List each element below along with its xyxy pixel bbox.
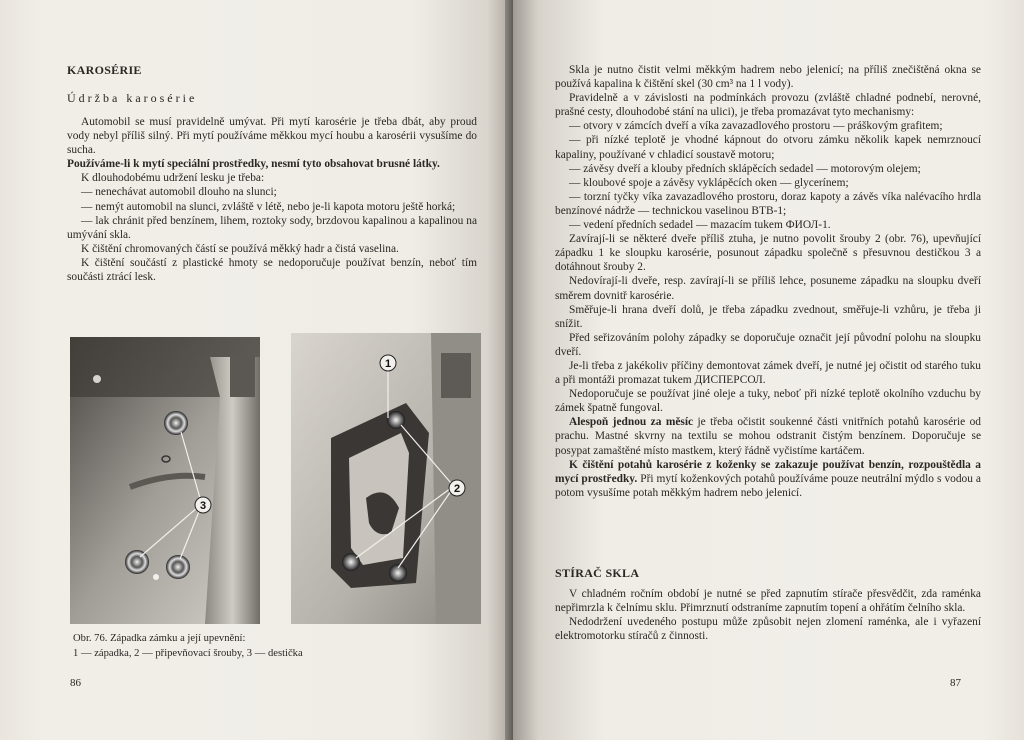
paragraph: Nedovírají-li dveře, resp. zavírají-li se příliš lehce, posuneme západku na sloupku dveří směrem dovnitř karosérie. xyxy=(555,275,981,302)
photo-door-pillar-plate xyxy=(70,337,260,624)
paragraph: Automobil se musí pravidelně umývat. Při mytí karosérie je třeba dbát, aby proud vody nebyl příliš silný. Při mytí používáme měkkou mycí houbu a karosérii vysušíme do sucha. xyxy=(67,116,477,157)
photo-door-latch-image xyxy=(291,333,481,624)
subheading-udrzba: Údržba karosérie xyxy=(67,91,198,105)
caption-line-1: Obr. 76. Západka zámku a její upevnění: xyxy=(73,633,246,644)
page-number-right: 87 xyxy=(950,677,961,689)
list-item: — torzní tyčky víka zavazadlového prostoru, doraz kapoty a závěs víka nalévacího hrdla benzínové nádrže — technickou vaselinou BTB-1; xyxy=(555,190,981,217)
list-item: — nenechávat automobil dlouho na slunci; xyxy=(81,186,277,199)
text-run: je třeba očistit soukenné části vnitřních potahů karosérie od prachu. Mastné skvrny na textilu se mohou odstranit čistým benzínem. Doporučuje se posypat zamaštěné místo mastkem, který řádně vyčistíme kartáčem. xyxy=(555,416,981,457)
photo-door-latch xyxy=(291,333,481,624)
bold-run: Alespoň jednou za měsíc xyxy=(569,416,694,429)
paragraph: Nedodržení uvedeného postupu může způsobit nejen zlomení raménka, ale i vyřazení elektromotorku stíračů z činnosti. xyxy=(555,616,981,643)
paragraph: Pravidelně a v závislosti na podmínkách provozu (zvláště chladné podnebí, nerovné, prašné cesty, dlouhodobé stání na ulici), je třeba promazávat tyto mechanismy: xyxy=(555,92,981,119)
callout-1: 1 xyxy=(384,358,392,370)
figure-caption xyxy=(73,631,473,661)
paragraph: V chladném ročním období je nutné se před zapnutím stírače přesvědčit, zda raménka nepřimrzla k čelnímu sklu. Přimrznutí odstraníme zapnutím topení a ohřátím čelního skla. xyxy=(555,588,981,615)
right-body-text xyxy=(555,63,981,500)
paragraph: K čištění chromovaných částí se používá měkký hadr a čistá vaselina. xyxy=(81,242,399,255)
paragraph-kozenky xyxy=(555,458,981,500)
page-number-left: 86 xyxy=(70,677,81,689)
list-item: — kloubové spoje a závěsy vyklápěcích oken — glycerínem; xyxy=(569,176,849,189)
left-body-text xyxy=(67,115,477,284)
callout-3: 3 xyxy=(199,500,207,512)
section-heading-stirac: STÍRAČ SKLA xyxy=(555,566,640,580)
list-item: — při nízké teplotě je vhodné kápnout do otvoru zámku několik kapek nemrznoucí kapaliny, používané v chladicí soustavě motoru; xyxy=(555,134,981,161)
list-item: — otvory v zámcích dveří a víka zavazadlového prostoru — práškovým grafitem; xyxy=(569,120,943,133)
right-page xyxy=(513,0,1024,740)
caption-line-2: 1 — západka, 2 — připevňovací šrouby, 3 — destička xyxy=(73,648,303,659)
paragraph: Skla je nutno čistit velmi měkkým hadrem nebo jelenicí; na příliš znečištěná okna se používá kapalina k čištění skel (30 cm³ na 1 l vody). xyxy=(555,64,981,91)
paragraph-alespon xyxy=(555,415,981,457)
paragraph: Nedoporučuje se používat jiné oleje a tuky, neboť při nízké teplotě okolního vzduchu by zámek špatně fungoval. xyxy=(555,388,981,415)
text-run: Při mytí koženkových potahů používáme pouze neutrální mýdlo s vodou a potom vysušíme potah měkkým hadrem nebo jelenicí. xyxy=(555,472,981,499)
section-heading-karoserie: KAROSÉRIE xyxy=(67,63,142,77)
paragraph: Před seřizováním polohy západky se doporučuje označit její původní polohu na sloupku dveří. xyxy=(555,331,981,358)
list-item: — lak chránit před benzínem, lihem, roztoky sody, brzdovou kapalinou a kapalinou na umývání skla. xyxy=(67,214,477,241)
list-item: — vedení předních sedadel — mazacím tukem ФИОЛ-1. xyxy=(569,219,831,232)
callout-2: 2 xyxy=(453,483,461,495)
paragraph-bold: Používáme-li k mytí speciální prostředky, nesmí tyto obsahovat brusné látky. xyxy=(67,158,440,171)
photo-door-pillar-plate-image xyxy=(70,337,260,624)
paragraph: Zavírají-li se některé dveře příliš ztuha, je nutno povolit šrouby 2 (obr. 76), upevňující západku 1 ke sloupku karosérie, posunout západku společně s přesuvnou destičkou 3 a dotáhnout šrouby 2. xyxy=(555,233,981,274)
paragraph: K čištění součástí z plastické hmoty se nedoporučuje používat benzín, neboť tím součásti ztrácí lesk. xyxy=(67,256,477,284)
bold-run: K čištění potahů karosérie z koženky se zakazuje používat benzín, rozpouštědla a mycí prostředky. xyxy=(555,458,981,485)
list-item: — nemýt automobil na slunci, zvláště v létě, nebo je-li kapota motoru ještě horká; xyxy=(81,200,456,213)
paragraph: K dlouhodobému udržení lesku je třeba: xyxy=(81,172,265,185)
paragraph: Směřuje-li hrana dveří dolů, je třeba západku zvednout, směřuje-li vzhůru, je třeba ji snížit. xyxy=(555,303,981,330)
paragraph: Je-li třeba z jakékoliv příčiny demontovat zámek dveří, je nutné jej očistit od starého tuku a při montáži promazat tukem ДИСПЕРСОЛ. xyxy=(555,359,981,387)
list-item: — závěsy dveří a klouby předních sklápěcích sedadel — motorovým olejem; xyxy=(569,162,921,175)
right-body-text-2 xyxy=(555,587,981,643)
